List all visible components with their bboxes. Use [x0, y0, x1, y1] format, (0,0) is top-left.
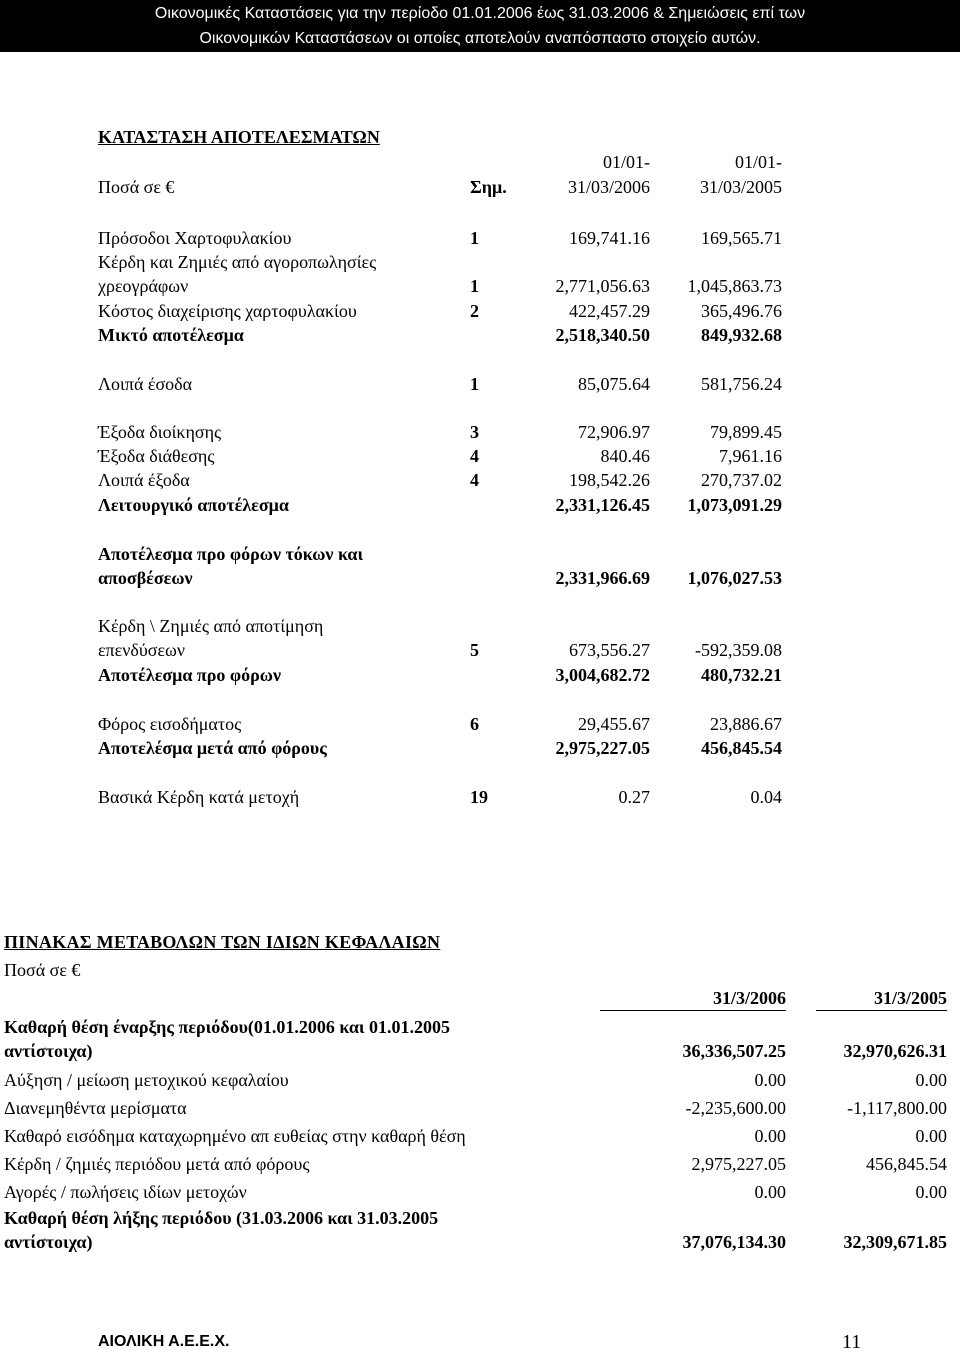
income-row-value-2006: 198,542.26 — [569, 470, 650, 490]
equity-row-value-2005: 456,845.54 — [866, 1154, 947, 1174]
income-row-value-2006: 2,771,056.63 — [555, 276, 650, 296]
equity-amounts-label: Ποσά σε € — [4, 960, 81, 980]
income-row-value-2005: 480,732.21 — [701, 665, 782, 685]
income-row-label: Έξοδα διοίκησης — [98, 422, 222, 442]
income-row-value-2005: 7,961.16 — [719, 446, 782, 466]
income-col2-header-line1: 01/01- — [735, 152, 782, 172]
income-row-note: 1 — [470, 374, 479, 394]
income-row-value-2006: 72,906.97 — [578, 422, 650, 442]
income-col2-header-line2: 31/03/2005 — [699, 177, 782, 197]
income-row-value-2005: 23,886.67 — [710, 714, 782, 734]
equity-col2-header: 31/3/2005 — [873, 988, 947, 1008]
equity-row-label: Καθαρή θέση λήξης περιόδου (31.03.2006 και 31.03.2005 — [4, 1208, 439, 1228]
income-row-value-2006: 0.27 — [618, 787, 650, 807]
income-row-value-2006: 85,075.64 — [578, 374, 650, 394]
income-row-value-2005: 1,073,091.29 — [687, 495, 782, 515]
income-row-label: Λοιπά έξοδα — [98, 470, 190, 490]
equity-row-value-2006: 36,336,507.25 — [682, 1041, 786, 1061]
income-row-value-2006: 2,331,126.45 — [555, 495, 650, 515]
equity-row-label: Αγορές / πωλήσεις ιδίων μετοχών — [4, 1182, 247, 1202]
income-amounts-label: Ποσά σε € — [98, 177, 175, 197]
income-row-label-cont: αποσβέσεων — [98, 568, 193, 588]
equity-col2-rule — [816, 1010, 947, 1011]
income-row-value-2005: 849,932.68 — [701, 325, 782, 345]
equity-row-value-2005: 0.00 — [915, 1126, 947, 1146]
income-row-label: Φόρος εισοδήματος — [98, 714, 242, 734]
income-row-note: 1 — [470, 276, 479, 296]
income-row-value-2006: 422,457.29 — [569, 301, 650, 321]
header-line-1: Οικονομικές Καταστάσεις για την περίοδο 01.01.2006 έως 31.03.2006 & Σημειώσεις επί των — [154, 5, 806, 22]
income-row-label: Πρόσοδοι Χαρτοφυλακίου — [98, 228, 292, 248]
footer-company: ΑΙΟΛΙΚΗ Α.Ε.Ε.Χ. — [98, 1333, 230, 1350]
equity-row-label: Καθαρή θέση έναρξης περιόδου(01.01.2006 και 01.01.2005 — [4, 1017, 451, 1037]
income-row-note: 19 — [470, 787, 488, 807]
income-row-note: 4 — [470, 470, 479, 490]
income-row-label: Λοιπά έσοδα — [98, 374, 193, 394]
equity-row-value-2005: -1,117,800.00 — [847, 1098, 947, 1118]
income-row-value-2006: 2,518,340.50 — [555, 325, 650, 345]
equity-row-value-2005: 0.00 — [915, 1070, 947, 1090]
income-row-value-2005: 169,565.71 — [701, 228, 782, 248]
equity-row-label: Αύξηση / μείωση μετοχικού κεφαλαίου — [4, 1070, 289, 1090]
income-row-value-2006: 840.46 — [600, 446, 650, 466]
income-row-label: Αποτέλεσμα προ φόρων τόκων και — [98, 544, 364, 564]
income-row-value-2005: 581,756.24 — [701, 374, 782, 394]
income-row-value-2006: 3,004,682.72 — [555, 665, 650, 685]
equity-row-label-cont: αντίστοιχα) — [4, 1232, 93, 1252]
income-row-label-cont: επενδύσεων — [98, 640, 185, 660]
income-row-value-2005: 0.04 — [750, 787, 782, 807]
equity-col1-header: 31/3/2006 — [712, 988, 786, 1008]
equity-row-value-2006: 0.00 — [754, 1182, 786, 1202]
income-row-value-2006: 2,975,227.05 — [555, 738, 650, 758]
income-row-label: Αποτέλεσμα προ φόρων — [98, 665, 281, 685]
equity-row-value-2005: 0.00 — [915, 1182, 947, 1202]
income-col1-header-line1: 01/01- — [603, 152, 650, 172]
equity-title: ΠΙΝΑΚΑΣ ΜΕΤΑΒΟΛΩΝ ΤΩΝ ΙΔΙΩΝ ΚΕΦΑΛΑΙΩΝ — [4, 932, 441, 952]
income-row-note: 4 — [470, 446, 479, 466]
income-note-header: Σημ. — [470, 177, 507, 197]
equity-row-value-2006: 37,076,134.30 — [682, 1232, 786, 1252]
income-row-label: Έξοδα διάθεσης — [98, 446, 215, 466]
income-row-note: 1 — [470, 228, 479, 248]
equity-row-value-2005: 32,970,626.31 — [843, 1041, 947, 1061]
income-row-note: 6 — [470, 714, 479, 734]
income-row-label: Αποτελέσμα μετά από φόρους — [98, 738, 327, 758]
income-row-value-2005: -592,359.08 — [695, 640, 782, 660]
income-row-label: Κόστος διαχείρισης χαρτοφυλακίου — [98, 301, 357, 321]
equity-row-value-2005: 32,309,671.85 — [843, 1232, 947, 1252]
income-row-value-2005: 456,845.54 — [701, 738, 782, 758]
page-number: 11 — [842, 1331, 862, 1353]
income-row-note: 2 — [470, 301, 479, 321]
equity-row-value-2006: 0.00 — [754, 1126, 786, 1146]
header-line-2: Οικονομικών Καταστάσεων οι οποίες αποτελούν αναπόσπαστο στοιχείο αυτών. — [199, 30, 761, 47]
equity-row-label: Καθαρό εισόδημα καταχωρημένο απ ευθείας στην καθαρή θέση — [4, 1126, 466, 1146]
income-row-label: Λειτουργικό αποτέλεσμα — [98, 495, 289, 515]
equity-col1-rule — [600, 1010, 786, 1011]
income-row-label-cont: χρεογράφων — [98, 276, 189, 296]
income-row-value-2006: 29,455.67 — [578, 714, 650, 734]
income-row-label: Κέρδη και Ζημιές από αγοροπωλησίες — [98, 252, 377, 272]
equity-row-label: Κέρδη / ζημιές περιόδου μετά από φόρους — [4, 1154, 310, 1174]
equity-row-value-2006: 2,975,227.05 — [691, 1154, 786, 1174]
income-row-value-2006: 169,741.16 — [569, 228, 650, 248]
income-row-label: Κέρδη \ Ζημιές από αποτίμηση — [98, 616, 324, 636]
income-row-value-2005: 79,899.45 — [710, 422, 782, 442]
income-row-note: 3 — [470, 422, 479, 442]
income-row-value-2005: 270,737.02 — [701, 470, 782, 490]
equity-row-label: Διανεμηθέντα μερίσματα — [4, 1098, 187, 1118]
equity-row-value-2006: -2,235,600.00 — [685, 1098, 786, 1118]
equity-row-value-2006: 0.00 — [754, 1070, 786, 1090]
income-row-value-2006: 2,331,966.69 — [555, 568, 650, 588]
income-row-label: Μικτό αποτέλεσμα — [98, 325, 244, 345]
income-row-value-2005: 365,496.76 — [701, 301, 782, 321]
income-title: ΚΑΤΑΣΤΑΣΗ ΑΠΟΤΕΛΕΣΜΑΤΩΝ — [98, 127, 380, 147]
income-col1-header-line2: 31/03/2006 — [567, 177, 650, 197]
income-row-value-2006: 673,556.27 — [569, 640, 650, 660]
income-row-note: 5 — [470, 640, 479, 660]
running-header — [0, 0, 960, 52]
equity-row-label-cont: αντίστοιχα) — [4, 1041, 93, 1061]
income-row-value-2005: 1,076,027.53 — [687, 568, 782, 588]
income-row-value-2005: 1,045,863.73 — [687, 276, 782, 296]
income-row-label: Βασικά Κέρδη κατά μετοχή — [98, 787, 300, 807]
